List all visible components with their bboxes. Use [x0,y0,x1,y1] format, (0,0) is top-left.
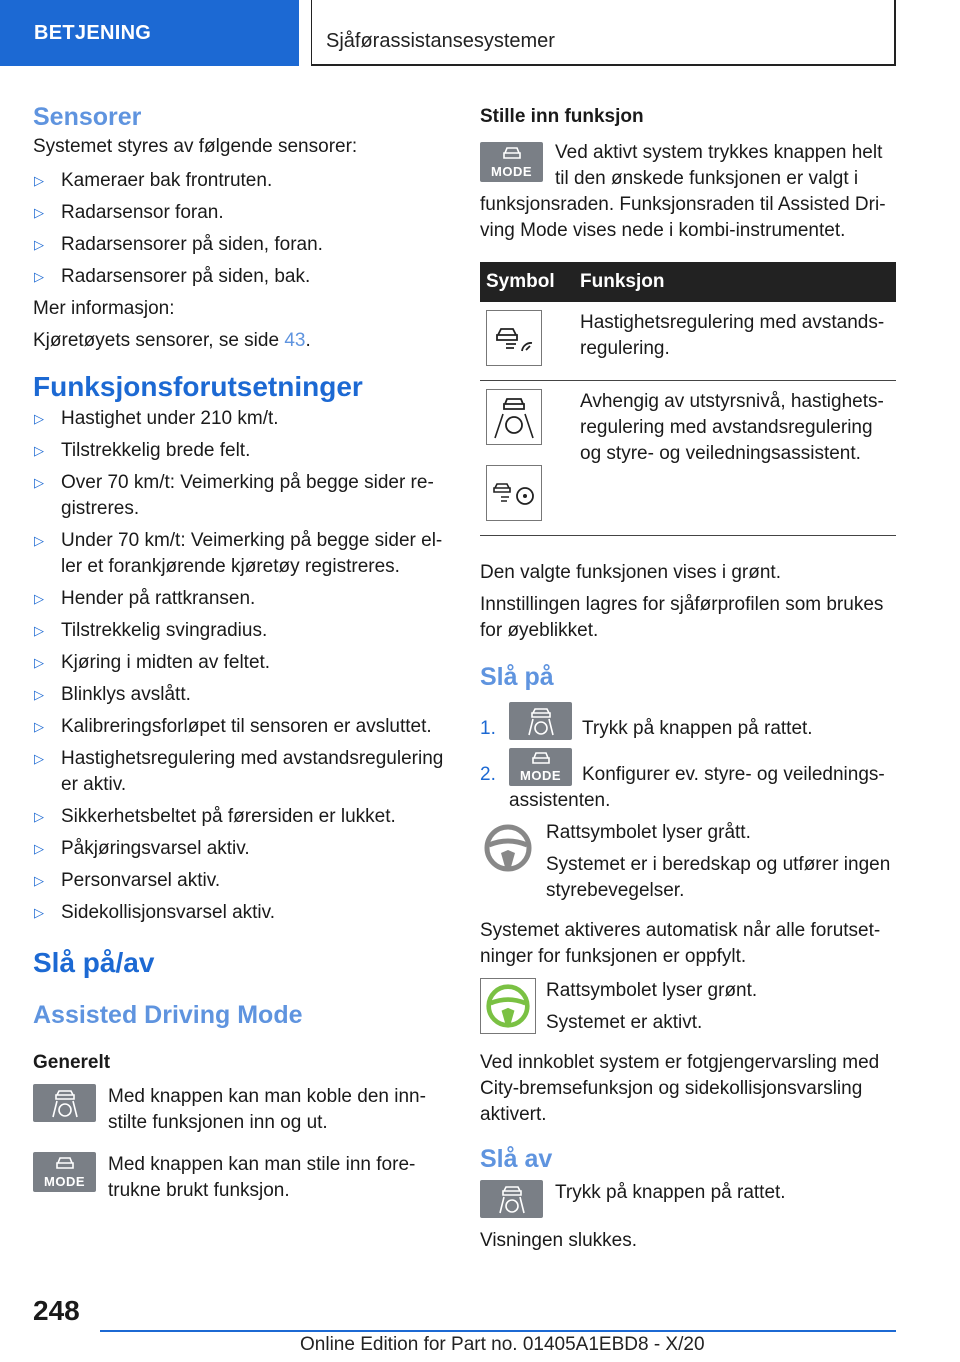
table-header-symbol: Symbol [480,262,574,302]
bullet-triangle-icon: ▷ [34,655,44,670]
table-cell: Avhengig av utstyrsnivå, hastighets-regulering med avstandsregulering og styre- og veiledningsassistent. [574,381,896,536]
chapter-title: Sjåførassistansesystemer [311,0,896,66]
list-item: ▷ Personvarsel aktiv. [33,868,448,894]
sensors-intro: Systemet styres av følgende sensorer: [33,136,358,157]
list-item: ▷ Sidekollisjonsvarsel aktiv. [33,900,448,926]
mode-button-icon [480,142,543,182]
table-header-function: Funksjon [574,262,896,302]
bullet-triangle-icon: ▷ [34,443,44,458]
set-function-heading: Stille inn funksjon [480,106,644,127]
list-item: ▷ Påkjøringsvarsel aktiv. [33,836,448,862]
bullet-triangle-icon: ▷ [34,475,44,490]
bullet-triangle-icon: ▷ [34,751,44,766]
prereq-heading: Funksjonsforutsetninger [33,371,363,402]
assist-button-icon [509,702,572,740]
table-cell: Hastighetsregulering med avstands-regulering. [574,302,896,381]
list-item: ▷ Hender på rattkransen. [33,586,448,612]
assist-steering-icon [486,389,542,445]
mode-label: MODE [491,164,532,179]
list-item: ▷ Radarsensorer på siden, foran. [33,232,448,258]
table-row [480,302,896,381]
set-function-text: Ved aktivt system trykkes knappen helt til den ønskede funksjonen er valgt i funksjonsraden. Funksjonsraden til Assisted Dri-ving Mode vises nede i kombi-instrumentet. [480,142,886,241]
adm-heading: Assisted Driving Mode [33,1001,303,1029]
grey-steering-row [480,820,896,910]
off-row [480,1180,896,1218]
bullet-triangle-icon: ▷ [34,411,44,426]
right-column [480,100,896,1260]
assist-button-icon [33,1084,96,1122]
mode-button-row [33,1152,448,1204]
list-item: ▷ Blinklys avslått. [33,682,448,708]
step-1: 1. Trykk på knappen på rattet. [480,702,896,742]
distance-control-icon [486,310,542,366]
steering-green-icon [480,978,536,1034]
green-info: Den valgte funksjonen vises i grønt. [480,562,781,583]
list-item: ▷ Hastighetsregulering med avstandsregulering er aktiv. [34,748,444,795]
set-function-block [480,140,896,244]
bullet-triangle-icon: ▷ [34,237,44,252]
bullet-triangle-icon: ▷ [34,205,44,220]
bullet-triangle-icon: ▷ [34,841,44,856]
sensors-heading: Sensorer [33,103,142,131]
grey-symbol-text: Rattsymbolet lyser grått. [546,822,751,843]
list-item: ▷ Tilstrekkelig brede felt. [33,438,448,464]
bullet-triangle-icon: ▷ [34,173,44,188]
edition-text: Online Edition for Part no. 01405A1EBD8 - X/20 [300,1334,705,1355]
bullet-triangle-icon: ▷ [34,591,44,606]
list-item: ▷ Kameraer bak frontruten. [33,168,448,194]
mode-button-text: Med knappen kan man stile inn fore-trukne brukt funksjon. [108,1154,416,1201]
mode-button-icon [33,1152,96,1192]
bullet-triangle-icon: ▷ [34,533,44,548]
profile-info: Innstillingen lagres for sjåførprofilen som brukes for øyeblikket. [480,594,884,641]
off-result: Visningen slukkes. [480,1230,638,1251]
bullet-triangle-icon: ▷ [34,687,44,702]
pedestrian-text: Ved innkoblet system er fotgjengervarsling med City-bremsefunksjon og sidekollisjonsvarsling aktivert. [480,1052,880,1125]
section-tab: BETJENING [0,0,299,66]
off-text: Trykk på knappen på rattet. [555,1182,786,1203]
green-steering-row [480,978,896,1042]
bullet-triangle-icon: ▷ [34,269,44,284]
bullet-triangle-icon: ▷ [34,623,44,638]
sensor-list [33,168,448,290]
assist-button-text: Med knappen kan man koble den inn-stilte funksjonen inn og ut. [108,1086,426,1133]
table-row [480,381,896,536]
mode-label: MODE [44,1174,85,1189]
sensors-reference: Kjøretøyets sensorer, se side 43. [33,330,311,351]
list-item: ▷ Hastighet under 210 km/t. [33,406,448,432]
onoff-heading: Slå på/av [33,947,155,978]
auto-activation-text: Systemet aktiveres automatisk når alle forutset-ninger for funksjonen er oppfylt. [480,920,881,967]
bullet-triangle-icon: ▷ [34,873,44,888]
assist-button-icon [480,1180,543,1218]
distance-steering-icon [486,465,542,521]
list-item: ▷ Tilstrekkelig svingradius. [33,618,448,644]
off-heading: Slå av [480,1145,553,1173]
list-item: ▷ Radarsensor foran. [33,200,448,226]
standby-text: Systemet er i beredskap og utfører ingen styrebevegelser. [546,854,891,901]
list-item: ▷ Radarsensorer på siden, bak. [33,264,448,290]
list-item: ▷ Sikkerhetsbeltet på førersiden er lukket. [33,804,448,830]
page-number: 248 [33,1295,80,1326]
mode-label: MODE [520,768,561,783]
list-item: ▷ Kalibreringsforløpet til sensoren er avsluttet. [33,714,448,740]
general-heading: Generelt [33,1052,111,1073]
more-info: Mer informasjon: [33,298,175,319]
bullet-triangle-icon: ▷ [34,905,44,920]
on-heading: Slå på [480,663,554,691]
green-symbol-text: Rattsymbolet lyser grønt. [546,980,758,1001]
function-table [480,262,896,536]
list-item: ▷ Under 70 km/t: Veimerking på begge sider el-ler et forankjørende kjøretøy registreres. [34,530,443,577]
assist-button-row [33,1084,448,1136]
mode-button-icon [509,748,572,786]
list-item: ▷ Over 70 km/t: Veimerking på begge sider re-gistreres. [34,472,434,519]
bullet-triangle-icon: ▷ [34,809,44,824]
prereq-list [33,406,448,926]
left-column [33,100,448,1210]
steering-grey-icon [480,820,536,876]
step-2: 2. MODE Konfigurer ev. styre- og veilednings-assistenten. [480,748,896,814]
active-text: Systemet er aktivt. [546,1012,703,1033]
bullet-triangle-icon: ▷ [34,719,44,734]
page-link[interactable]: 43 [284,330,306,351]
list-item: ▷ Kjøring i midten av feltet. [33,650,448,676]
